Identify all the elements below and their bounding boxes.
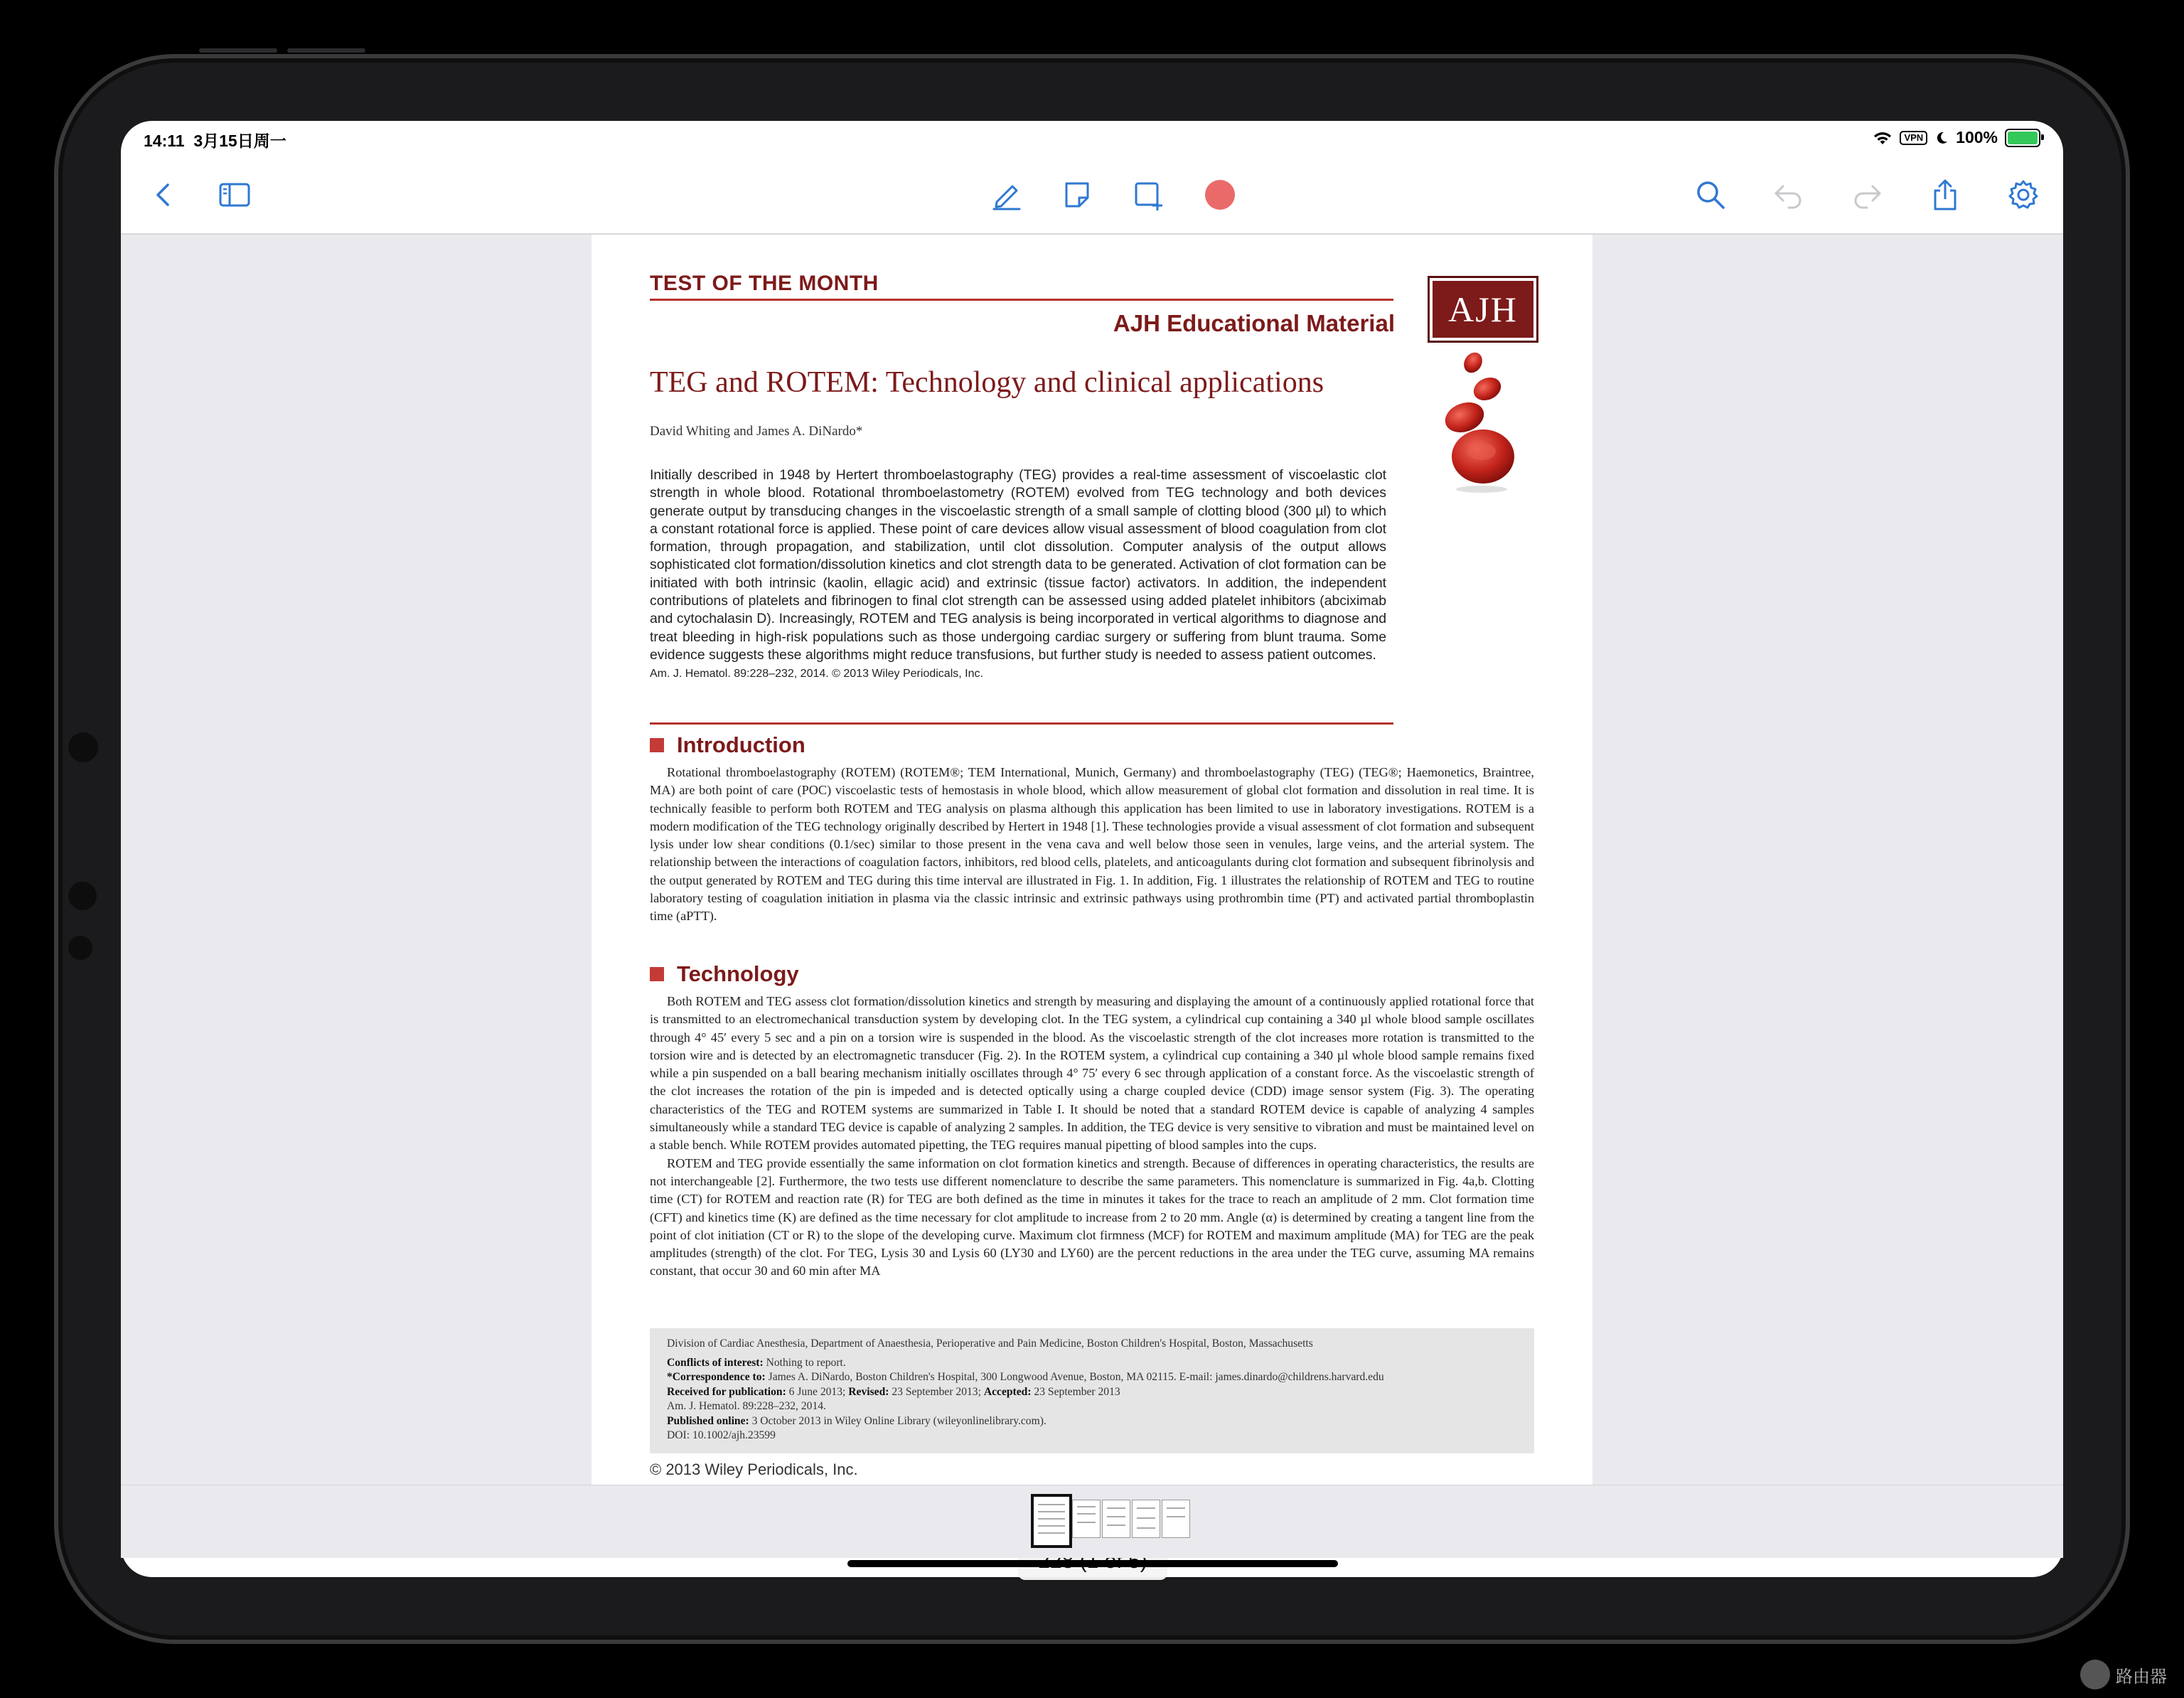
conflicts-label: Conflicts of interest: [667,1356,764,1369]
volume-button [287,48,365,53]
color-picker[interactable] [1197,172,1243,218]
status-bar [121,121,2063,156]
abstract [650,466,1386,683]
accepted-label: Accepted: [983,1385,1032,1398]
status-right [1873,128,2040,147]
received-label: Received for publication: [667,1385,786,1398]
page-thumbnail-2[interactable] [1072,1500,1101,1538]
published-text: 3 October 2013 in Wiley Online Library (wileyonlinelibrary.com). [749,1414,1046,1427]
abstract-rule [650,722,1393,725]
footnote-published [667,1414,1517,1429]
redo-button[interactable] [1844,172,1890,218]
blood-cells-illustration [1436,350,1529,499]
watermark-text: 路由器 [2116,1667,2167,1687]
abstract-text: Initially described in 1948 by Hertert thromboelastography (TEG) provides a real-time assessment of viscoelastic clot strength in whole blood. Rotational thromboelastometry (ROTEM) evolved from TEG technology and both devices generate output by transducing changes in the viscoelastic strength of a small sample of clotting blood (300 µl) to which a constant rotational force is applied. These point of care devices allow visual assessment of blood coagulation from clot formation, through propagation, and stabilization, until clot dissolution. Computer analysis of the output allows sophisticated clot formation/dissolution kinetics and clot strength data to be generated. Activation of clot formation can be initiated with both intrinsic (kaolin, ellagic acid) and extrinsic (tissue factor) activators. In addition, the independent contributions of platelets and fibrinogen to final clot strength can be assessed using added platelet inhibitors (abciximab and cytochalasin D). Increasingly, ROTEM and TEG analysis is being incorporated in vertical algorithms to diagnose and treat bleeding in high-risk populations such as those undergoing cardiac surgery or suffering from blunt trauma. Some evidence suggests these algorithms might reduce transfusions, but further study is needed to assess patient outcomes. [650,467,1386,663]
battery-percent: 100% [1956,128,1998,146]
technology-body [650,993,1534,1281]
footnote-correspondence [667,1370,1517,1385]
article-authors: David Whiting and James A. DiNardo* [650,424,863,439]
accepted-text: 23 September 2013 [1031,1385,1120,1398]
received-text: 6 June 2013; [786,1385,849,1398]
sidebar-icon [218,178,252,212]
introduction-heading [650,732,805,758]
abstract-citation: Am. J. Hematol. 89:228–232, 2014. © 2013 Wiley Periodicals, Inc. [650,668,983,680]
technology-heading-text: Technology [677,961,799,986]
toolbar [121,156,2063,235]
search-icon [1693,178,1728,212]
settings-button[interactable] [2001,172,2046,218]
correspondence-text: James A. DiNardo, Boston Children's Hospital, 300 Longwood Avenue, Boston, MA 02115. E-mail: james.dinardo@childrens.harvard.edu [765,1371,1384,1383]
revised-label: Revised: [848,1385,889,1398]
page-thumbnail-3[interactable] [1102,1500,1130,1538]
copyright-notice: © 2013 Wiley Periodicals, Inc. [650,1461,858,1478]
home-indicator[interactable] [847,1560,1338,1567]
pencil-tool[interactable] [984,172,1029,218]
revised-text: 23 September 2013; [889,1385,984,1398]
sensor-dot [68,882,97,910]
series-label: AJH Educational Material [1113,310,1395,336]
page-thumbnail-1[interactable] [1031,1494,1072,1548]
color-dot [1203,178,1237,212]
sidebar-button[interactable] [212,172,257,218]
eraser-icon [1061,178,1095,212]
wifi-icon [1873,130,1893,146]
pdf-page[interactable] [592,235,1592,1485]
moon-icon [1934,131,1949,145]
ipad-screen [121,121,2063,1577]
published-label: Published online: [667,1414,749,1427]
watermark [2080,1660,2167,1689]
page-thumbnail-4[interactable] [1132,1500,1160,1538]
settings-icon [2006,178,2040,212]
footnote-journal: Am. J. Hematol. 89:228–232, 2014. [667,1400,826,1412]
eraser-tool[interactable] [1055,172,1101,218]
undo-button[interactable] [1766,172,1811,218]
article-footnote [650,1328,1534,1453]
technology-paragraph-2: ROTEM and TEG provide essentially the same information on clot formation kinetics and strength. Because of differences in operating characteristics, the results are not interchangeable [2]. Furthermore, the two tests use different nomenclature to describe the same parameters. This nomenclature is summarized in Fig. 4a,b. Clotting time (CT) for ROTEM and reaction rate (R) for TEG are both defined as the time in minutes it takes for the trace to reach an amplitude of 2 mm. Clot formation time (CFT) and kinetics time (K) are defined as the time necessary for clot amplitude to increase from 2 to 20 mm. Angle (α) is determined by creating a tangent line from the point of clot initiation (CT or R) to the slope of the developing curve. Maximum clot firmness (MCF) for ROTEM and maximum amplitude (MA) for TEG are the peak amplitudes (strength) of the clot. For TEG, Lysis 30 and Lysis 60 (LY30 and LY60) are the percent reductions in the area under the TEG curve, assuming MA remains constant, that occur 30 and 60 min after MA [650,1155,1534,1278]
footnote-doi: DOI: 10.1002/ajh.23599 [667,1429,776,1441]
page-thumbnail-strip [121,1485,2063,1558]
footnote-conflicts [667,1356,1517,1371]
footnote-affiliation: Division of Cardiac Anesthesia, Department of Anaesthesia, Perioperative and Pain Medicine, Boston Children's Hospital, Boston, Massachusetts [667,1337,1313,1350]
ajh-logo: AJH [1428,276,1538,343]
article-title: TEG and ROTEM: Technology and clinical applications [650,366,1324,399]
introduction-heading-text: Introduction [677,732,805,757]
undo-icon [1772,178,1806,212]
back-icon [146,178,181,212]
technology-heading [650,961,799,987]
section-label: TEST OF THE MONTH [650,272,879,295]
share-icon [1928,178,1962,212]
technology-paragraph-1: Both ROTEM and TEG assess clot formation/dissolution kinetics and strength by measuring and displaying the amount of a continuously applied rotational force that is transmitted to an electromechanical transduction system by developing clot. In the TEG system, a cylindrical cup containing a 340 µl whole blood sample oscillates through 4° 45′ every 5 sec and a pin on a torsion wire is suspended in the blood. As the viscoelastic strength of the clot increases more rotation is transmitted to the torsion wire and is detected by an electromagnetic transducer (Fig. 2). In the ROTEM system, a cylindrical cup containing a 340 µl whole blood sample remains fixed while a pin suspended on a ball bearing mechanism initially oscillates through 4° 75′ every 6 sec through application of a constant force. As the viscoelastic strength of the clot increases the rotation of the pin is impeded and is detected optically using a charge coupled device (CDD) image sensor system (Fig. 3). The operating characteristics of the TEG and ROTEM systems are summarized in Table I. It should be noted that a standard ROTEM device is capable of analyzing 4 samples simultaneously while a standard TEG device is capable of analyzing 2 samples. In addition, the TEG device is very sensitive to vibration and must be maintained level on a stable bench. While ROTEM provides automated pipetting, the TEG requires manual pipetting of blood samples into the cups. [650,994,1534,1153]
introduction-paragraph: Rotational thromboelastography (ROTEM) (ROTEM®; TEM International, Munich, Germany) and thromboelastography (TEG) (TEG®; Haemonetics, Braintree, MA) are both point of care (POC) viscoelastic tests of hemostasis in whole blood, which allow measurement of global clot formation and dissolution in real time. It is technically feasible to perform both ROTEM and TEG analysis on plasma although this application has been limited to use in laboratory investigations. ROTEM is a modern modification of the TEG technology originally described by Hertert in 1948 [1]. These technologies provide a visual assessment of clot formation and subsequent lysis under low shear conditions (0.1/sec) similar to those present in the vena cava and well below those seen in venules, large veins, and the arterial system. The relationship between the interactions of coagulation factors, inhibitors, red blood cells, platelets, and anticoagulants during clot formation and subsequent fibrinolysis and the output generated by ROTEM and TEG during this time interval are illustrated in Fig. 1. In addition, Fig. 1 illustrates the relationship of ROTEM and TEG to routine laboratory testing of coagulation initiation in plasma via the classic intrinsic and extrinsic pathways using prothrombin time (PT) and activated partial thromboplastin time (aPTT). [650,765,1534,924]
introduction-body [650,764,1534,926]
correspondence-label: *Correspondence to: [667,1371,766,1383]
share-button[interactable] [1922,172,1968,218]
header-rule [650,299,1393,301]
footnote-dates [667,1385,1517,1400]
sensor-dot [68,936,92,960]
search-button[interactable] [1688,172,1733,218]
add-shape-tool[interactable] [1126,172,1172,218]
status-time: 14:11 [144,132,185,150]
status-time-date [144,128,287,151]
document-viewer[interactable] [121,235,2063,1485]
watermark-logo-icon [2080,1660,2110,1689]
vpn-badge: VPN [1900,131,1927,145]
add-shape-icon [1132,178,1166,212]
conflicts-text: Nothing to report. [763,1356,846,1369]
camera-dot [68,732,98,762]
back-button[interactable] [141,172,186,218]
page-thumbnail-5[interactable] [1162,1500,1190,1538]
status-date: 3月15日周一 [193,132,287,150]
pencil-icon [990,178,1024,212]
battery-icon [2005,129,2040,147]
volume-button [199,48,277,53]
redo-icon [1850,178,1884,212]
